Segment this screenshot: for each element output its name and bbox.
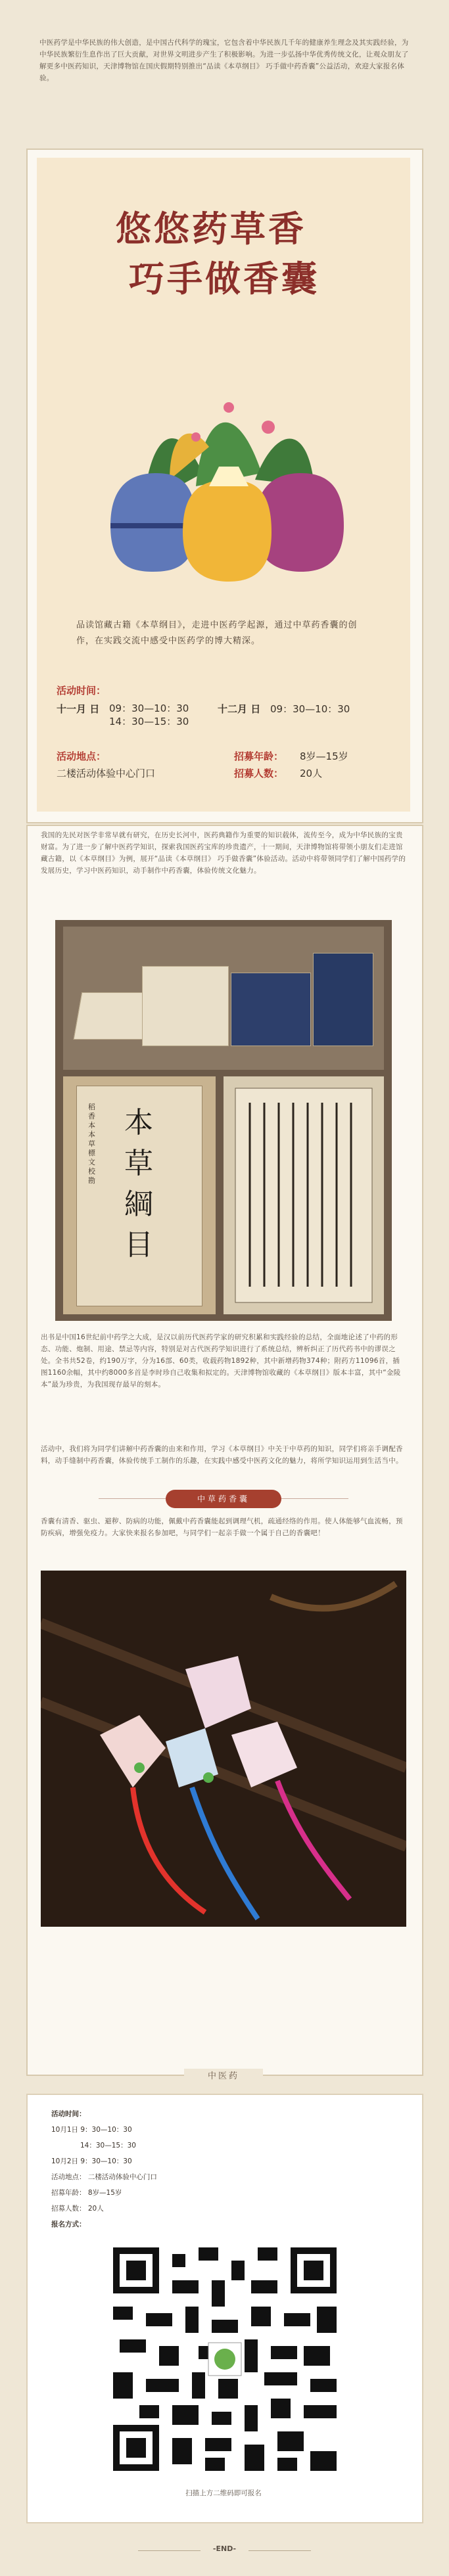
sachet-illustration	[97, 375, 354, 591]
signup-qr-code[interactable]	[106, 2241, 343, 2477]
section-pill: 中草药香囊	[166, 1490, 281, 1508]
count-value: 20人	[300, 768, 323, 779]
place-label: 活动地点：	[57, 750, 106, 762]
time2-slots: 09：30—10：30	[270, 703, 350, 715]
poster-description: 品读馆藏古籍《本草纲目》，走进中医药学起源，通过中草药香囊的创作，在实践交流中感受中医药学的博大精深。	[76, 620, 358, 646]
photo-collage	[55, 920, 392, 1321]
time1-day: 十一月 日	[57, 703, 100, 715]
time1-slots: 09：30—10：30 14：30—15：30	[109, 702, 189, 727]
info-time-label: 活动时间：	[51, 2110, 86, 2118]
poster-title-line1: 悠悠药草香	[116, 208, 306, 250]
intro-paragraph: 中医药学是中华民族的伟大创造，是中国古代科学的瑰宝，它包含着中华民族几千年的健康养生理念及其实践经验，为中华民族繁衍生息作出了巨大贡献，对世界文明进步产生了积极影响。为进一步弘扬中华优秀传统文化，让观众朋友了解更多中医药知识，天津博物馆在国庆假期特别推出“品读《本草纲目》 巧手做中药香囊”公益活动，欢迎大家报名体验。	[39, 39, 409, 82]
photo-book-stack	[63, 927, 384, 1070]
poster	[37, 158, 410, 812]
end-marker: -END-	[212, 2544, 237, 2553]
photo-book-cover	[63, 1076, 216, 1314]
section3-paragraph: 活动中，我们将为同学们讲解中药香囊的由来和作用，学习《本草纲目》中关于中草药的知识，同学们将亲手调配香料，动手缝制中药香囊，体验传统手工制作的乐趣，在实践中感受中医药文化的魅力，将所学知识运用到生活当中。	[41, 1445, 403, 1465]
time2-day: 十二月 日	[218, 703, 261, 715]
age-label: 招募年龄：	[234, 750, 284, 762]
age-value: 8岁—15岁	[300, 750, 348, 762]
logo-badge	[184, 2069, 263, 2086]
info-signup-label: 报名方式：	[51, 2220, 86, 2228]
logo-text: 中医药	[207, 2071, 239, 2081]
info-slot1: 10月1日 9：30—10：30	[51, 2126, 132, 2134]
info-slot2: 14：30—15：30	[80, 2142, 136, 2150]
info-count: 招募人数： 20人	[51, 2205, 104, 2213]
section4-paragraph: 香囊有清香、驱虫、避秽、防病的功能，佩戴中药香囊能起到调理气机，疏通经络的作用。使人体能够气血流畅，预防疾病，增强免疫力。大家快来报名参加吧，与同学们一起亲手做一个属于自己的香囊吧！	[41, 1517, 403, 1537]
end-line-right	[248, 2550, 311, 2551]
info-slot3: 10月2日 9：30—10：30	[51, 2157, 132, 2165]
section1-paragraph: 我国的先民对医学非常早就有研究，在历史长河中，医药典籍作为重要的知识载体，流传至今，成为中华民族的宝贵财富。为了进一步了解中医药学知识，探索我国医药宝库的珍贵遗产，十一期间，天津博物馆将带领小朋友们走进馆藏古籍，以《本草纲目》为例，展开“品读《本草纲目》 巧手做香囊”体验活动。活动中将带领同学们了解中国药学的发展历史，学习中医药知识，动手制作中药香囊，体验传统文化魅力。	[41, 831, 406, 875]
sachet-photo	[41, 1571, 406, 1927]
book-cover-subtitle: 稻 香 本 本 草 標 文 校 勘	[88, 1103, 95, 1185]
end-line-left	[138, 2550, 201, 2551]
info-age: 招募年龄： 8岁—15岁	[51, 2189, 122, 2197]
section2-paragraph: 出书是中国16世纪前中药学之大成，是汉以前历代医药学家的研究积累和实践经验的总结，全面地论述了中药的形态、功能、炮制、用途、禁忌等内容，特别是对古代医药学知识进行了系统总结，辨析纠正了历代药书中的谬误之处。全书共52卷，约190万字，分为16部、60类，收载药物1892种，其中新增药物374种；附药方11096首，插图1160余幅，其中约8000多首是李时珍自己收集和拟定的。天津博物馆收藏的《本草纲目》版本丰富，其中“金陵本”最为珍贵，为我国现存最早的刻本。	[41, 1333, 401, 1389]
photo-book-page	[224, 1076, 384, 1314]
time-label: 活动时间：	[57, 685, 106, 697]
info-place: 活动地点： 二楼活动体验中心门口	[51, 2173, 157, 2181]
poster-title-line2: 巧手做香囊	[129, 258, 319, 300]
qr-caption: 扫描上方二维码即可报名	[185, 2489, 262, 2497]
book-cover-title: 本草綱目	[124, 1106, 153, 1262]
count-label: 招募人数：	[234, 768, 284, 779]
place-value: 二楼活动体验中心门口	[57, 768, 156, 779]
